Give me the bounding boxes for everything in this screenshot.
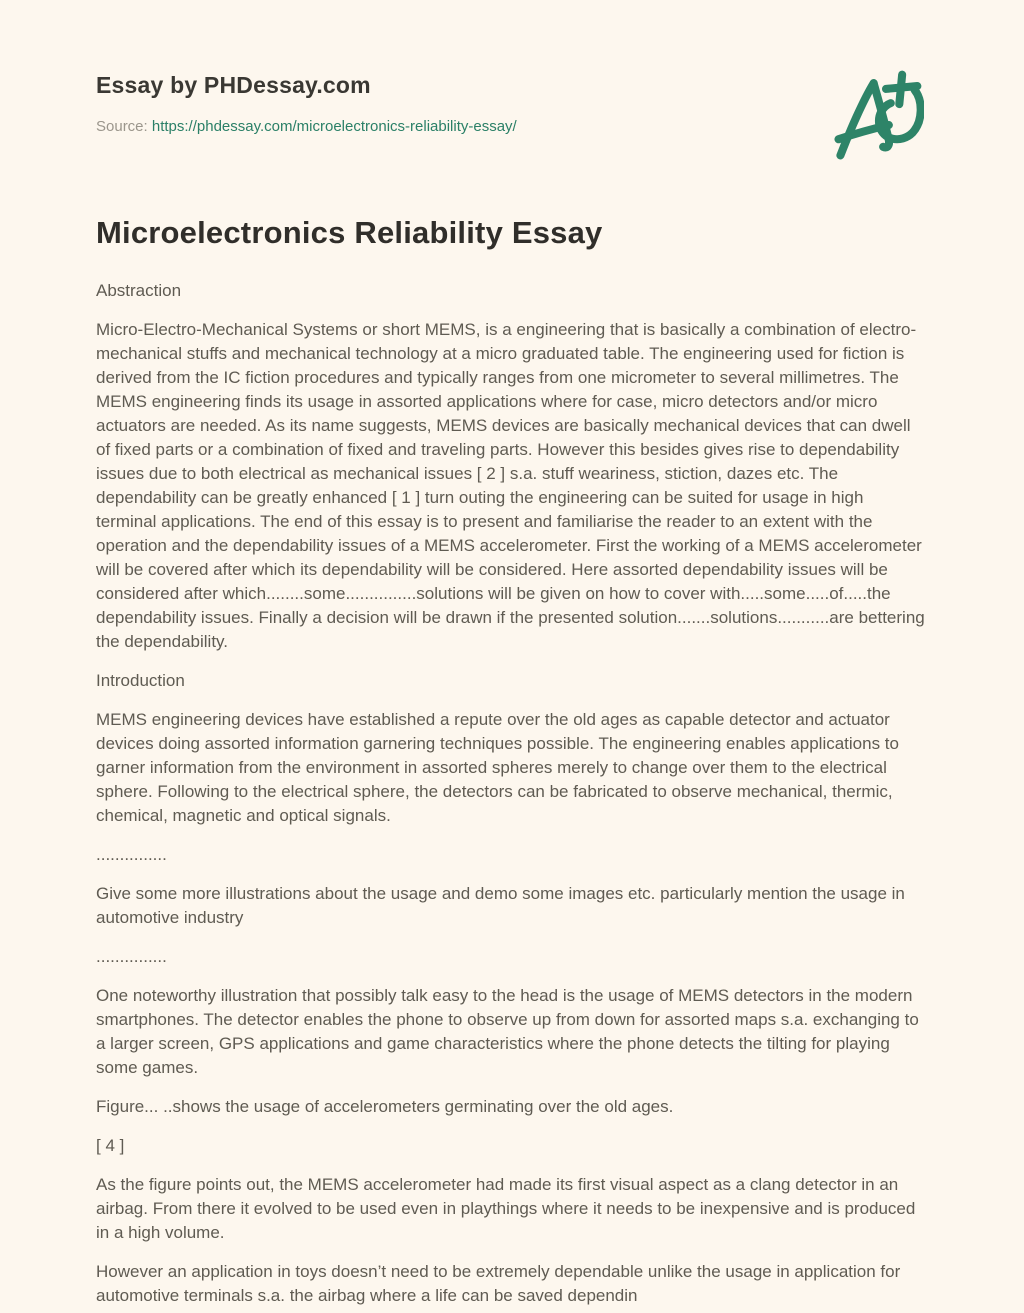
citation-marker: [ 4 ] bbox=[96, 1136, 125, 1155]
paragraph-give-illustrations-note: Give some more illustrations about the usage and demo some images etc. particularly mention the usage in automotive industry bbox=[96, 884, 905, 927]
dots-separator: ............... bbox=[96, 845, 167, 864]
section-heading-abstraction: Abstraction bbox=[96, 281, 182, 300]
essay-body bbox=[96, 215, 928, 1308]
essay-title: Microelectronics Reliability Essay bbox=[96, 215, 603, 250]
phdessay-a-plus-logo-icon bbox=[829, 68, 924, 163]
source-label: Source: bbox=[96, 118, 148, 135]
paragraph-introduction-body: MEMS engineering devices have established a repute over the old ages as capable detector and actuator devices doing assorted information garnering techniques possible. The engineering enables applications to garner information from the environment in assorted spheres merely to change over them to the electrical sphere. Following to the electrical sphere, the detectors can be fabricated to observe mechanical, thermic, chemical, magnetic and optical signals. bbox=[96, 710, 899, 825]
document-header bbox=[96, 72, 928, 135]
section-heading-introduction: Introduction bbox=[96, 671, 185, 690]
dots-separator: ............... bbox=[96, 947, 167, 966]
paragraph-abstraction-body: Micro-Electro-Mechanical Systems or short MEMS, is a engineering that is basically a combination of electro-mechanical stuffs and mechanical technology at a micro graduated table. The engineering used for fiction is derived from the IC fiction procedures and typically ranges from one micrometer to several millimetres. The MEMS engineering finds its usage in assorted applications where for case, micro detectors and/or micro actuators are needed. As its name suggests, MEMS devices are basically mechanical devices that can dwell of fixed parts or a combination of fixed and traveling parts. However this besides gives rise to dependability issues due to both electrical as mechanical issues [ 2 ] s.a. stuff weariness, stiction, dazes etc. The dependability can be greatly enhanced [ 1 ] turn outing the engineering can be suited for usage in high terminal applications. The end of this essay is to present and familiarise the reader to an extent with the operation and the dependability issues of a MEMS accelerometer. First the working of a MEMS accelerometer will be covered after which its dependability will be considered. Here assorted dependability issues will be considered after which........some...............solutions will be given on how to cover with.....some.....of.....the dependability issues. Finally a decision will be drawn if the presented solution.......solutions...........are bettering the dependability. bbox=[96, 320, 925, 651]
site-header-title: Essay by PHDessay.com bbox=[96, 72, 371, 98]
paragraph-smartphone-example: One noteworthy illustration that possibly talk easy to the head is the usage of MEMS detectors in the modern smartphones. The detector enables the phone to observe up from down for assorted maps s.a. exchanging to a larger screen, GPS applications and game characteristics where the phone detects the tilting for playing some games. bbox=[96, 986, 919, 1077]
paragraph-airbag-history: As the figure points out, the MEMS accelerometer had made its first visual aspect as a clang detector in an airbag. From there it evolved to be used even in playthings where it needs to be inexpensive and is produced in a high volume. bbox=[96, 1175, 916, 1242]
source-link[interactable]: https://phdessay.com/microelectronics-reliability-essay/ bbox=[151, 118, 517, 135]
paragraph-toys-reliability: However an application in toys doesn’t need to be extremely dependable unlike the usage in application for automotive terminals s.a. the airbag where a life can be saved dependin bbox=[96, 1262, 901, 1305]
paragraph-figure-caption: Figure... ..shows the usage of accelerometers germinating over the old ages. bbox=[96, 1097, 674, 1116]
source-line bbox=[96, 118, 928, 135]
